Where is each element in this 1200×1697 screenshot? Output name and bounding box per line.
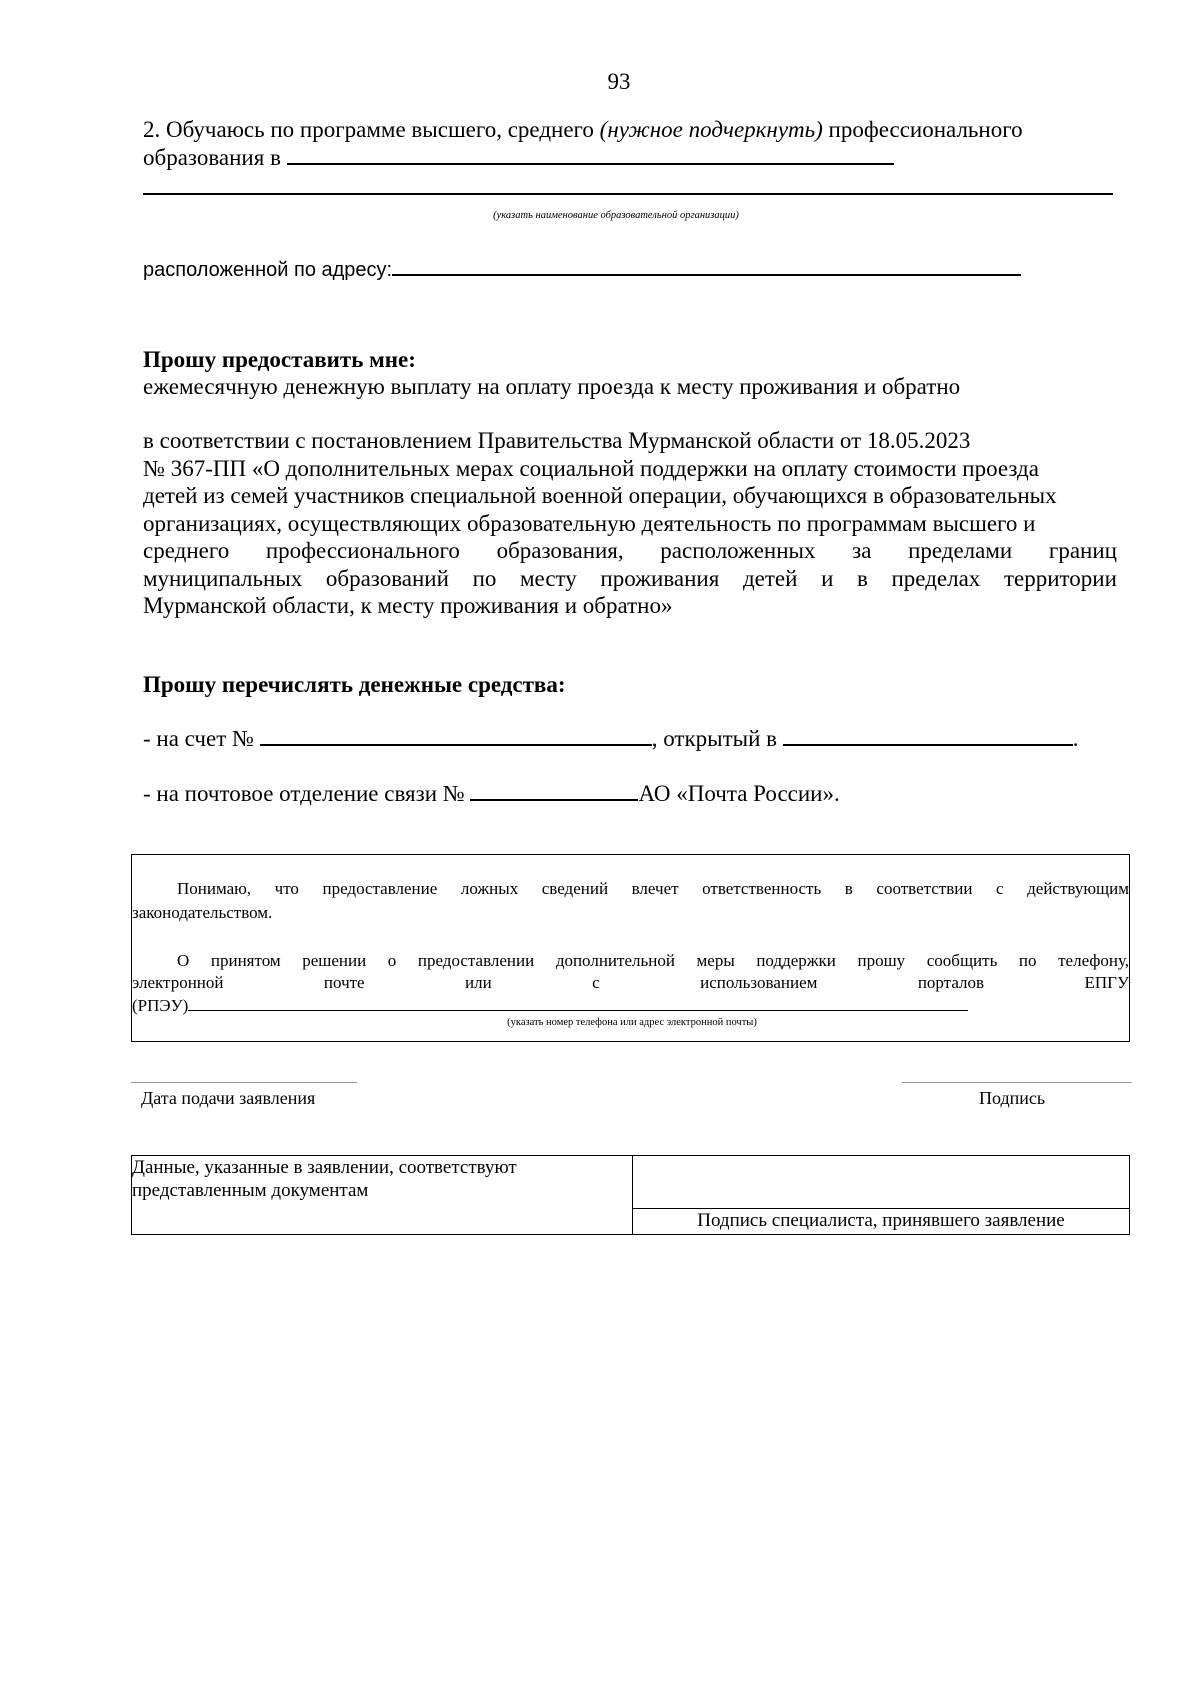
basis-line-2: № 367-ПП «О дополнительных мерах социальной поддержки на оплату стоимости проезда [143, 455, 1039, 481]
notice-word: почте [323, 973, 365, 992]
notice-p2-line3 [132, 995, 968, 1016]
education-org-field-line-2[interactable] [143, 193, 1113, 195]
notice-p1-line1: Понимаю, что предоставление ложных сведений влечет ответственность в соответствии с действующим [177, 879, 1129, 898]
study-program-line [143, 116, 1023, 143]
notice-word: с [592, 973, 600, 992]
education-label: образования в [143, 145, 287, 170]
basis-word: месту [520, 565, 577, 591]
account-number-field[interactable] [260, 725, 652, 746]
study-text-1: 2. Обучаюсь по программе высшего, среднего [143, 117, 600, 142]
notice-word: или [465, 973, 492, 992]
basis-word: по [472, 565, 497, 591]
account-mid: , открытый в [651, 726, 783, 751]
basis-word: в [857, 565, 868, 591]
specialist-signature-cell[interactable] [633, 1156, 1130, 1209]
post-office-field[interactable] [470, 780, 638, 801]
verification-table [131, 1155, 1130, 1235]
signature-field[interactable] [902, 1082, 1132, 1083]
request-heading: Прошу предоставить мне: [143, 347, 416, 372]
basis-word: среднего [143, 538, 230, 563]
basis-line-6 [143, 565, 1117, 593]
contact-field[interactable] [188, 995, 968, 1011]
basis-line-7: Мурманской области, к месту проживания и обратно» [143, 593, 673, 618]
request-item: ежемесячную денежную выплату на оплату проезда к месту проживания и обратно [143, 374, 961, 399]
notice-p1-line2: законодательством. [132, 903, 273, 922]
basis-word: расположенных [660, 538, 816, 563]
basis-line-3: детей из семей участников специальной военной операции, обучающихся в образовательных [143, 483, 1057, 508]
account-prefix: - на счет № [143, 726, 260, 751]
notice-box [131, 854, 1130, 1042]
education-line [143, 144, 894, 171]
basis-word: пределах [891, 565, 981, 591]
education-org-field[interactable] [287, 144, 894, 165]
notice-p2-line1: О принятом решении о предоставлении дополнительной меры поддержки прошу сообщить по телефону, [177, 951, 1129, 970]
study-text-2: профессионального [822, 117, 1023, 142]
post-prefix: - на почтовое отделение связи № [143, 781, 471, 806]
basis-word: за [852, 538, 872, 563]
basis-word: профессионального [265, 538, 460, 563]
contact-hint: (указать номер телефона или адрес электронной почты) [507, 1017, 757, 1028]
rpeu-label: (РПЭУ) [132, 996, 189, 1015]
basis-word: территории [1003, 565, 1117, 591]
date-label: Дата подачи заявления [141, 1088, 316, 1108]
basis-word: детей [742, 565, 798, 591]
account-end: . [1072, 726, 1079, 751]
basis-word: границ [1048, 538, 1117, 563]
notice-word: использованием [700, 973, 818, 992]
request-basis [143, 427, 1117, 620]
bank-field[interactable] [783, 725, 1073, 746]
address-label: расположенной по адресу: [143, 259, 393, 281]
basis-word: проживания [600, 565, 720, 591]
verification-statement: Данные, указанные в заявлении, соответствуют представленным документам [132, 1156, 633, 1235]
basis-word: пределами [908, 538, 1013, 563]
page-number: 93 [607, 69, 631, 94]
underline-hint: (нужное подчеркнуть) [599, 117, 823, 142]
date-field[interactable] [131, 1082, 357, 1083]
address-field[interactable] [392, 257, 1021, 276]
basis-word: образований [325, 565, 449, 591]
transfer-heading: Прошу перечислять денежные средства: [143, 672, 566, 697]
notice-word: ЕПГУ [1084, 973, 1129, 992]
education-org-hint: (указать наименование образовательной организации) [493, 210, 739, 221]
specialist-signature-label: Подпись специалиста, принявшего заявление [633, 1209, 1130, 1235]
basis-line-1: в соответствии с постановлением Правительства Мурманской области от 18.05.2023 [143, 428, 971, 453]
notice-word: электронной [132, 973, 224, 992]
basis-line-5 [143, 537, 1117, 565]
address-line [143, 257, 1021, 282]
basis-word: муниципальных [143, 565, 303, 591]
basis-line-4: организациях, осуществляющих образовательную деятельность по программам высшего и [143, 510, 1036, 536]
basis-word: образования, [496, 538, 624, 563]
notice-p2-line2 [132, 973, 1129, 993]
notice-word: порталов [917, 973, 985, 992]
basis-word: и [821, 565, 834, 591]
signature-label: Подпись [979, 1088, 1046, 1108]
post-office-line [143, 780, 840, 807]
account-line [143, 725, 1079, 752]
post-suffix: АО «Почта России». [638, 781, 840, 806]
